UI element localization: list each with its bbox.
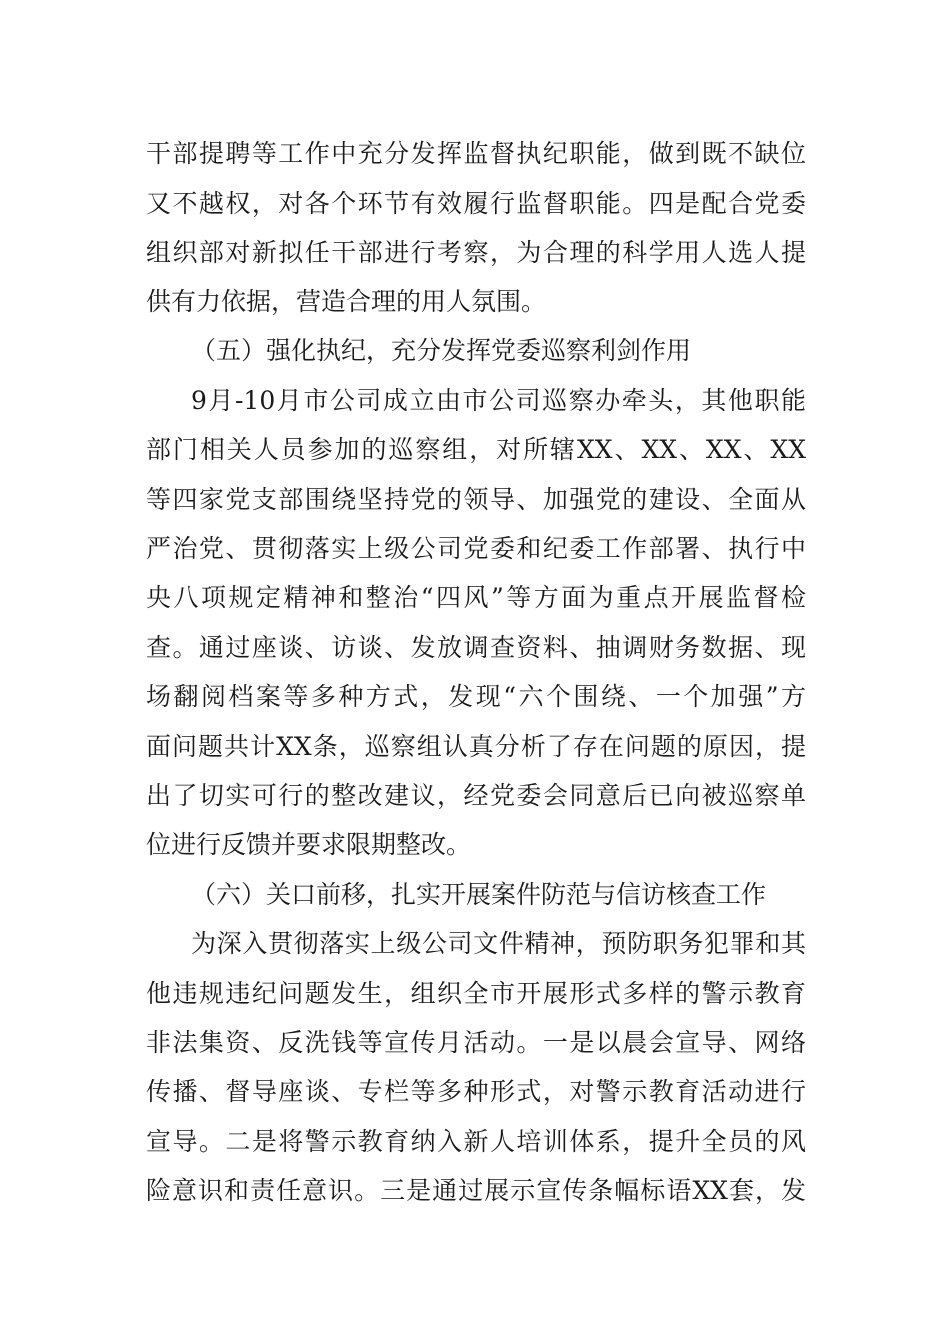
paragraph-line: 宣导。二是将警示教育纳入新人培训体系，提升全员的风 xyxy=(146,1127,806,1156)
paragraph-line: 位进行反馈并要求限期整改。 xyxy=(146,830,472,859)
paragraph-line: 严治党、贯彻落实上级公司党委和纪委工作部署、执行中 xyxy=(146,534,806,563)
section-heading: （六）关口前移，扎实开展案件防范与信访核查工作 xyxy=(191,880,767,909)
paragraph-line: 干部提聘等工作中充分发挥监督执纪职能，做到既不缺位 xyxy=(146,139,806,168)
paragraph-line: 他违规违纪问题发生，组织全市开展形式多样的警示教育 xyxy=(146,979,806,1008)
paragraph-line: 面问题共计XX条，巡察组认真分析了存在问题的原因，提 xyxy=(146,732,806,761)
paragraph-line: 部门相关人员参加的巡察组，对所辖XX、XX、XX、XX xyxy=(146,435,806,464)
paragraph-line: 出了切实可行的整改建议，经党委会同意后已向被巡察单 xyxy=(146,781,806,810)
paragraph-line: 9月-10月市公司成立由市公司巡察办牵头，其他职能 xyxy=(191,386,806,415)
paragraph-line: 供有力依据，营造合理的用人氛围。 xyxy=(146,287,547,316)
paragraph-line: 险意识和责任意识。三是通过展示宣传条幅标语XX套，发 xyxy=(146,1176,806,1205)
paragraph-line: 央八项规定精神和整治“四风”等方面为重点开展监督检 xyxy=(146,583,806,612)
paragraph-line: 组织部对新拟任干部进行考察，为合理的科学用人选人提 xyxy=(146,238,806,267)
paragraph-line: 查。通过座谈、访谈、发放调查资料、抽调财务数据、现 xyxy=(146,633,806,662)
paragraph-line: 场翻阅档案等多种方式，发现“六个围绕、一个加强”方 xyxy=(146,682,806,711)
paragraph-line: 非法集资、反洗钱等宣传月活动。一是以晨会宣导、网络 xyxy=(146,1028,806,1057)
paragraph-line: 传播、督导座谈、专栏等多种形式，对警示教育活动进行 xyxy=(146,1077,806,1106)
paragraph-line: 又不越权，对各个环节有效履行监督职能。四是配合党委 xyxy=(146,189,806,218)
paragraph-line: 等四家党支部围绕坚持党的领导、加强党的建设、全面从 xyxy=(146,485,806,514)
paragraph-line: 为深入贯彻落实上级公司文件精神，预防职务犯罪和其 xyxy=(191,929,806,958)
section-heading: （五）强化执纪，充分发挥党委巡察利剑作用 xyxy=(191,336,692,365)
